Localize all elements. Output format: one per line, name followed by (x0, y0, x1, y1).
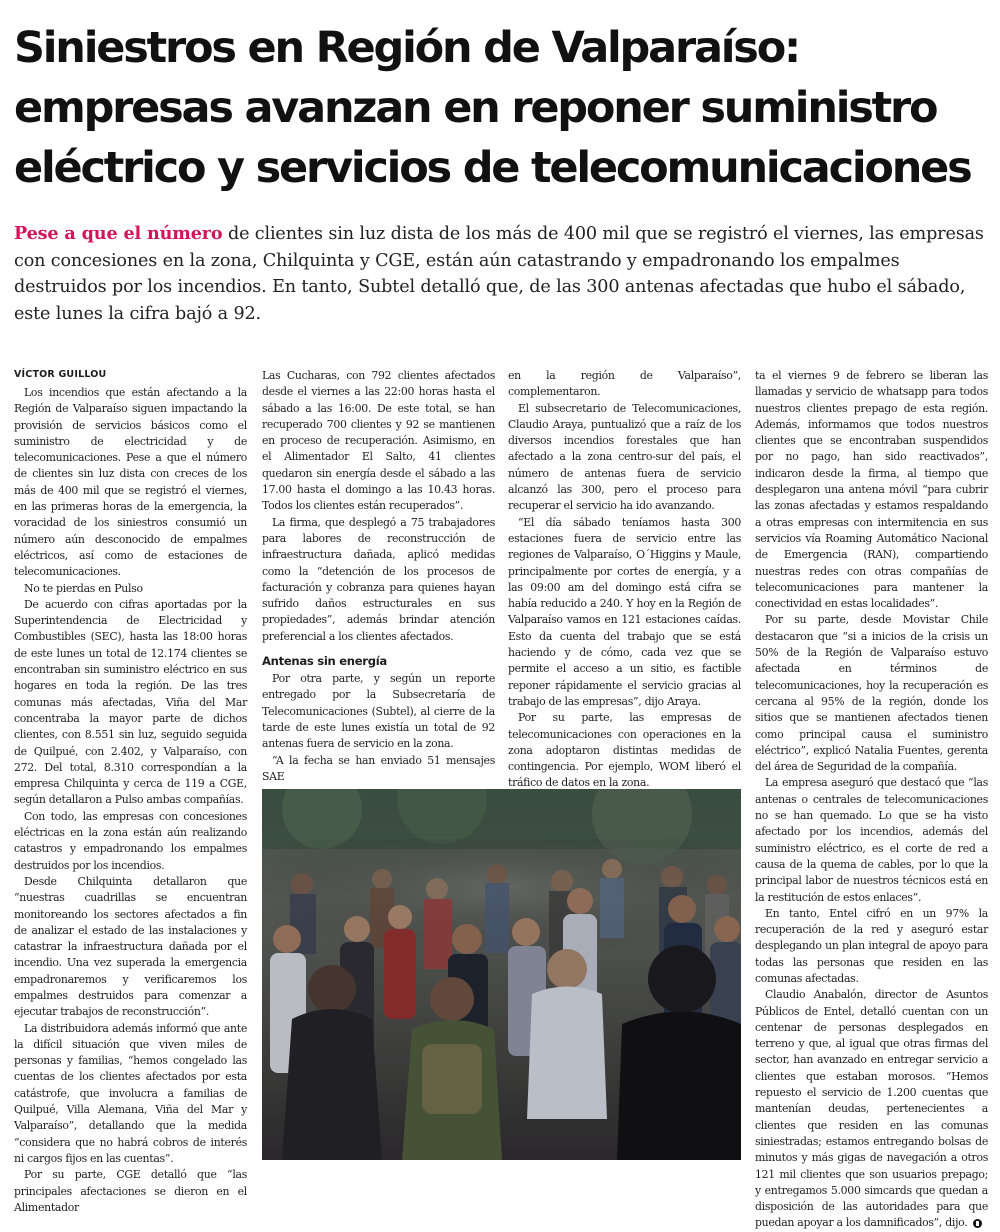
headline-line: eléctrico y servicios de telecomunicaciones (14, 143, 971, 193)
paragraph: Las Cucharas, con 792 clientes afectados desde el viernes a las 22:00 horas hasta el sábado a las 16:00. De este total, se han recuperado 700 clientes y 92 se mantienen en proceso de recuperación. Asimismo, en el Alimentador El Salto, 41 clientes quedaron sin energía desde el sábado a las 17.00 hasta el domingo a las 10.43 horas. Todos los clientes están recuperados”. (262, 369, 495, 513)
headline-line: empresas avanzan en reponer suministro (14, 83, 937, 133)
paragraph: “A la fecha se han enviado 51 mensajes SAE (262, 753, 495, 783)
byline: VÍCTOR GUILLOU (14, 369, 107, 380)
paragraph: La firma, que desplegó a 75 trabajadores para labores de reconstrucción de infraestructura dañada, aplicó medidas como la “detención de los procesos de facturación y cobranza para quienes hayan sufrido daños estructurales en sus propiedades”, además brindar atención preferencial a los clientes afectados. (262, 515, 495, 643)
paragraph: Por otra parte, y según un reporte entregado por la Subsecretaría de Telecomunicaciones (Subtel), al cierre de la tarde de este lunes existía un total de 92 antenas fuera de servicio en la zona. (262, 672, 495, 751)
article-column-4 (755, 368, 988, 1232)
paragraph: Por su parte, desde Movistar Chile destacaron que “si a inicios de la crisis un 50% de la Región de Valparaíso estuvo afectada en términos de telecomunicaciones, hoy la recuperación es cercana al 95% de la región, donde los sitios que se mantienen afectados tienen como principal causa el suministro eléctrico”, explicó Natalia Fuentes, gerenta del área de Seguridad de la compañía. (755, 613, 988, 774)
headline-line: Siniestros en Región de Valparaíso: (14, 23, 800, 73)
headline (14, 18, 989, 198)
paragraph: “El día sábado teníamos hasta 300 estaciones fuera de servicio entre las regiones de Valparaíso, O´Higgins y Maule, principalmente por cortes de energía, y a las 09:00 am del domingo está cifra se había reducido a 240. Y hoy en la Región de Valparaíso vamos en 121 estaciones caídas. Esto da cuenta del trabajo que se está haciendo y de cómo, cada vez que se permite el acceso a un sitio, es factible reponer rápidamente el servicio gracias al trabajo de las empresas”, dijo Araya. (508, 515, 741, 708)
related-link[interactable]: No te pierdas en Pulso (24, 581, 143, 595)
paragraph: De acuerdo con cifras aportadas por la Superintendencia de Electricidad y Combustibles (SEC), hasta las 18:00 horas de este lunes un total de 12.174 clientes se encontraban sin suministro eléctrico en sus hogares en toda la región. De las tres comunas más afectadas, Viña del Mar concentraba la mayor parte de dichos clientes, con 8.551 sin luz, seguido seguida de Quilpué, con 2.402, y Valparaíso, con 272. Del total, 8.310 correspondían a la empresa Chilquinta y cerca de 119 a CGE, según detallaron a Pulso ambas compañías. (14, 597, 247, 807)
article-photo (262, 789, 741, 1160)
lead-text: de clientes sin luz dista de los más de 400 mil que se registró el viernes, las empresas con concesiones en la zona, Chilquinta y CGE, están aún catastrando y empadronando los empalmes destruidos por los incendios. En tanto, Subtel detalló que, de las 300 antenas afectadas que hubo el sábado, este lunes la cifra bajó a 92. (14, 224, 984, 324)
paragraph: En tanto, Entel cifró en un 97% la recuperación de la red y aseguró estar desplegando un plan integral de apoyo para todas las personas que residen en las comunas afectadas. (755, 906, 988, 985)
article-column-3 (508, 368, 741, 824)
paragraph: en la región de Valparaíso”, complementaron. (508, 369, 741, 399)
paragraph-text: Claudio Anabalón, director de Asuntos Públicos de Entel, detalló cuentan con un centenar de personas desplegados en terreno y que, al igual que otras firmas del sector, han avanzado en entregar servicio a clientes que estaban morosos. “Hemos repuesto el servicio de 1.200 cuentas que mantenían deudas, pertenecientes a clientes que residen en las comunas siniestradas; estamos entregando bolsas de minutos y más gigas de navegación a otros 121 mil clientes que son usuarios prepago; y entregamos 5.000 simcards que quedan a disposición de las autoridades para que puedan apoyar a los damnificados”, dijo. (755, 988, 988, 1230)
article-column-1 (14, 368, 247, 1216)
paragraph: ta el viernes 9 de febrero se liberan las llamadas y servicio de whatsapp para todos nuestros clientes prepago de esta región. Además, informamos que todos nuestros clientes que se encontraban suspendidos por no pago, han sido reactivados”, indicaron desde la firma, al tiempo que desplegaron una antena móvil “para cubrir las zonas afectadas y estamos respaldando a otras empresas con intermitencia en sus servicios vía Roaming Automático Nacional de Emergencia (RAN), compartiendo nuestras redes con otras compañías de telecomunicaciones para mantener la conectividad en estas localidades”. (755, 369, 988, 611)
lead-highlight: Pese a que el número (14, 223, 223, 244)
subhead: Antenas sin energía (262, 654, 387, 669)
paragraph: Con todo, las empresas con concesiones eléctricas en la zona están aún realizando catastros y empadronando los empalmes destruidos por los incendios. (14, 809, 247, 872)
paragraph: La distribuidora además informó que ante la difícil situación que viven miles de personas y familias, “hemos congelado las cuentas de los clientes afectados por esta catástrofe, que involucra a familias de Quilpué, Villa Alemana, Viña del Mar y Valparaíso”, detallando que la medida “considera que no habrá cobros de interés ni cargos fijos en las cuentas”. (14, 1021, 247, 1165)
paragraph: Por su parte, CGE detalló que “las principales afectaciones se dieron en el Alimentador (14, 1168, 247, 1214)
lead-paragraph (14, 221, 989, 327)
paragraph: La empresa aseguró que destacó que “las antenas o centrales de telecomunicaciones no se han quemado. Lo que se ha visto afectado por los incendios, además del suministro eléctrico, es el corte de red a causa de la quema de cables, por lo que la principal labor de nuestros técnicos está en la restitución de estos enlaces”. (755, 776, 988, 904)
paragraph: El subsecretario de Telecomunicaciones, Claudio Araya, puntualizó que a raíz de los diversos incendios forestales que han afectado a la zona centro-sur del país, el número de antenas fuera de servicio alcanzó las 300, pero el proceso para recuperar el servicio ha ido avanzando. (508, 401, 741, 513)
paragraph: Por su parte, las empresas de telecomunicaciones con operaciones en la zona adoptaron distintas medidas de contingencia. Por ejemplo, WOM liberó el tráfico de datos en la zona. (508, 711, 741, 790)
paragraph: Desde Chilquinta detallaron que “nuestras cuadrillas se encuentran monitoreando los sectores afectados a fin de analizar el estado de las instalaciones y catastrar la infraestructura dañada por el incendio. Una vez superada la emergencia empadronaremos y verificaremos los empalmes destruidos para comenzar a ejecutar trabajos de reconstrucción”. (14, 874, 247, 1019)
paragraph-last (755, 987, 988, 1231)
end-of-article-icon (973, 1219, 982, 1228)
paragraph: Los incendios que están afectando a la Región de Valparaíso siguen impactando la provisión de servicios básicos como el suministro de electricidad y de telecomunicaciones. Pese a que el número de clientes sin luz dista con creces de los más de 400 mil que se registró el viernes, en las primeras horas de la emergencia, la voracidad de los siniestros consumió un número aún desconocido de empalmes eléctricos, así como de estaciones de telecomunicaciones. (14, 386, 247, 579)
article-column-2 (262, 368, 495, 785)
